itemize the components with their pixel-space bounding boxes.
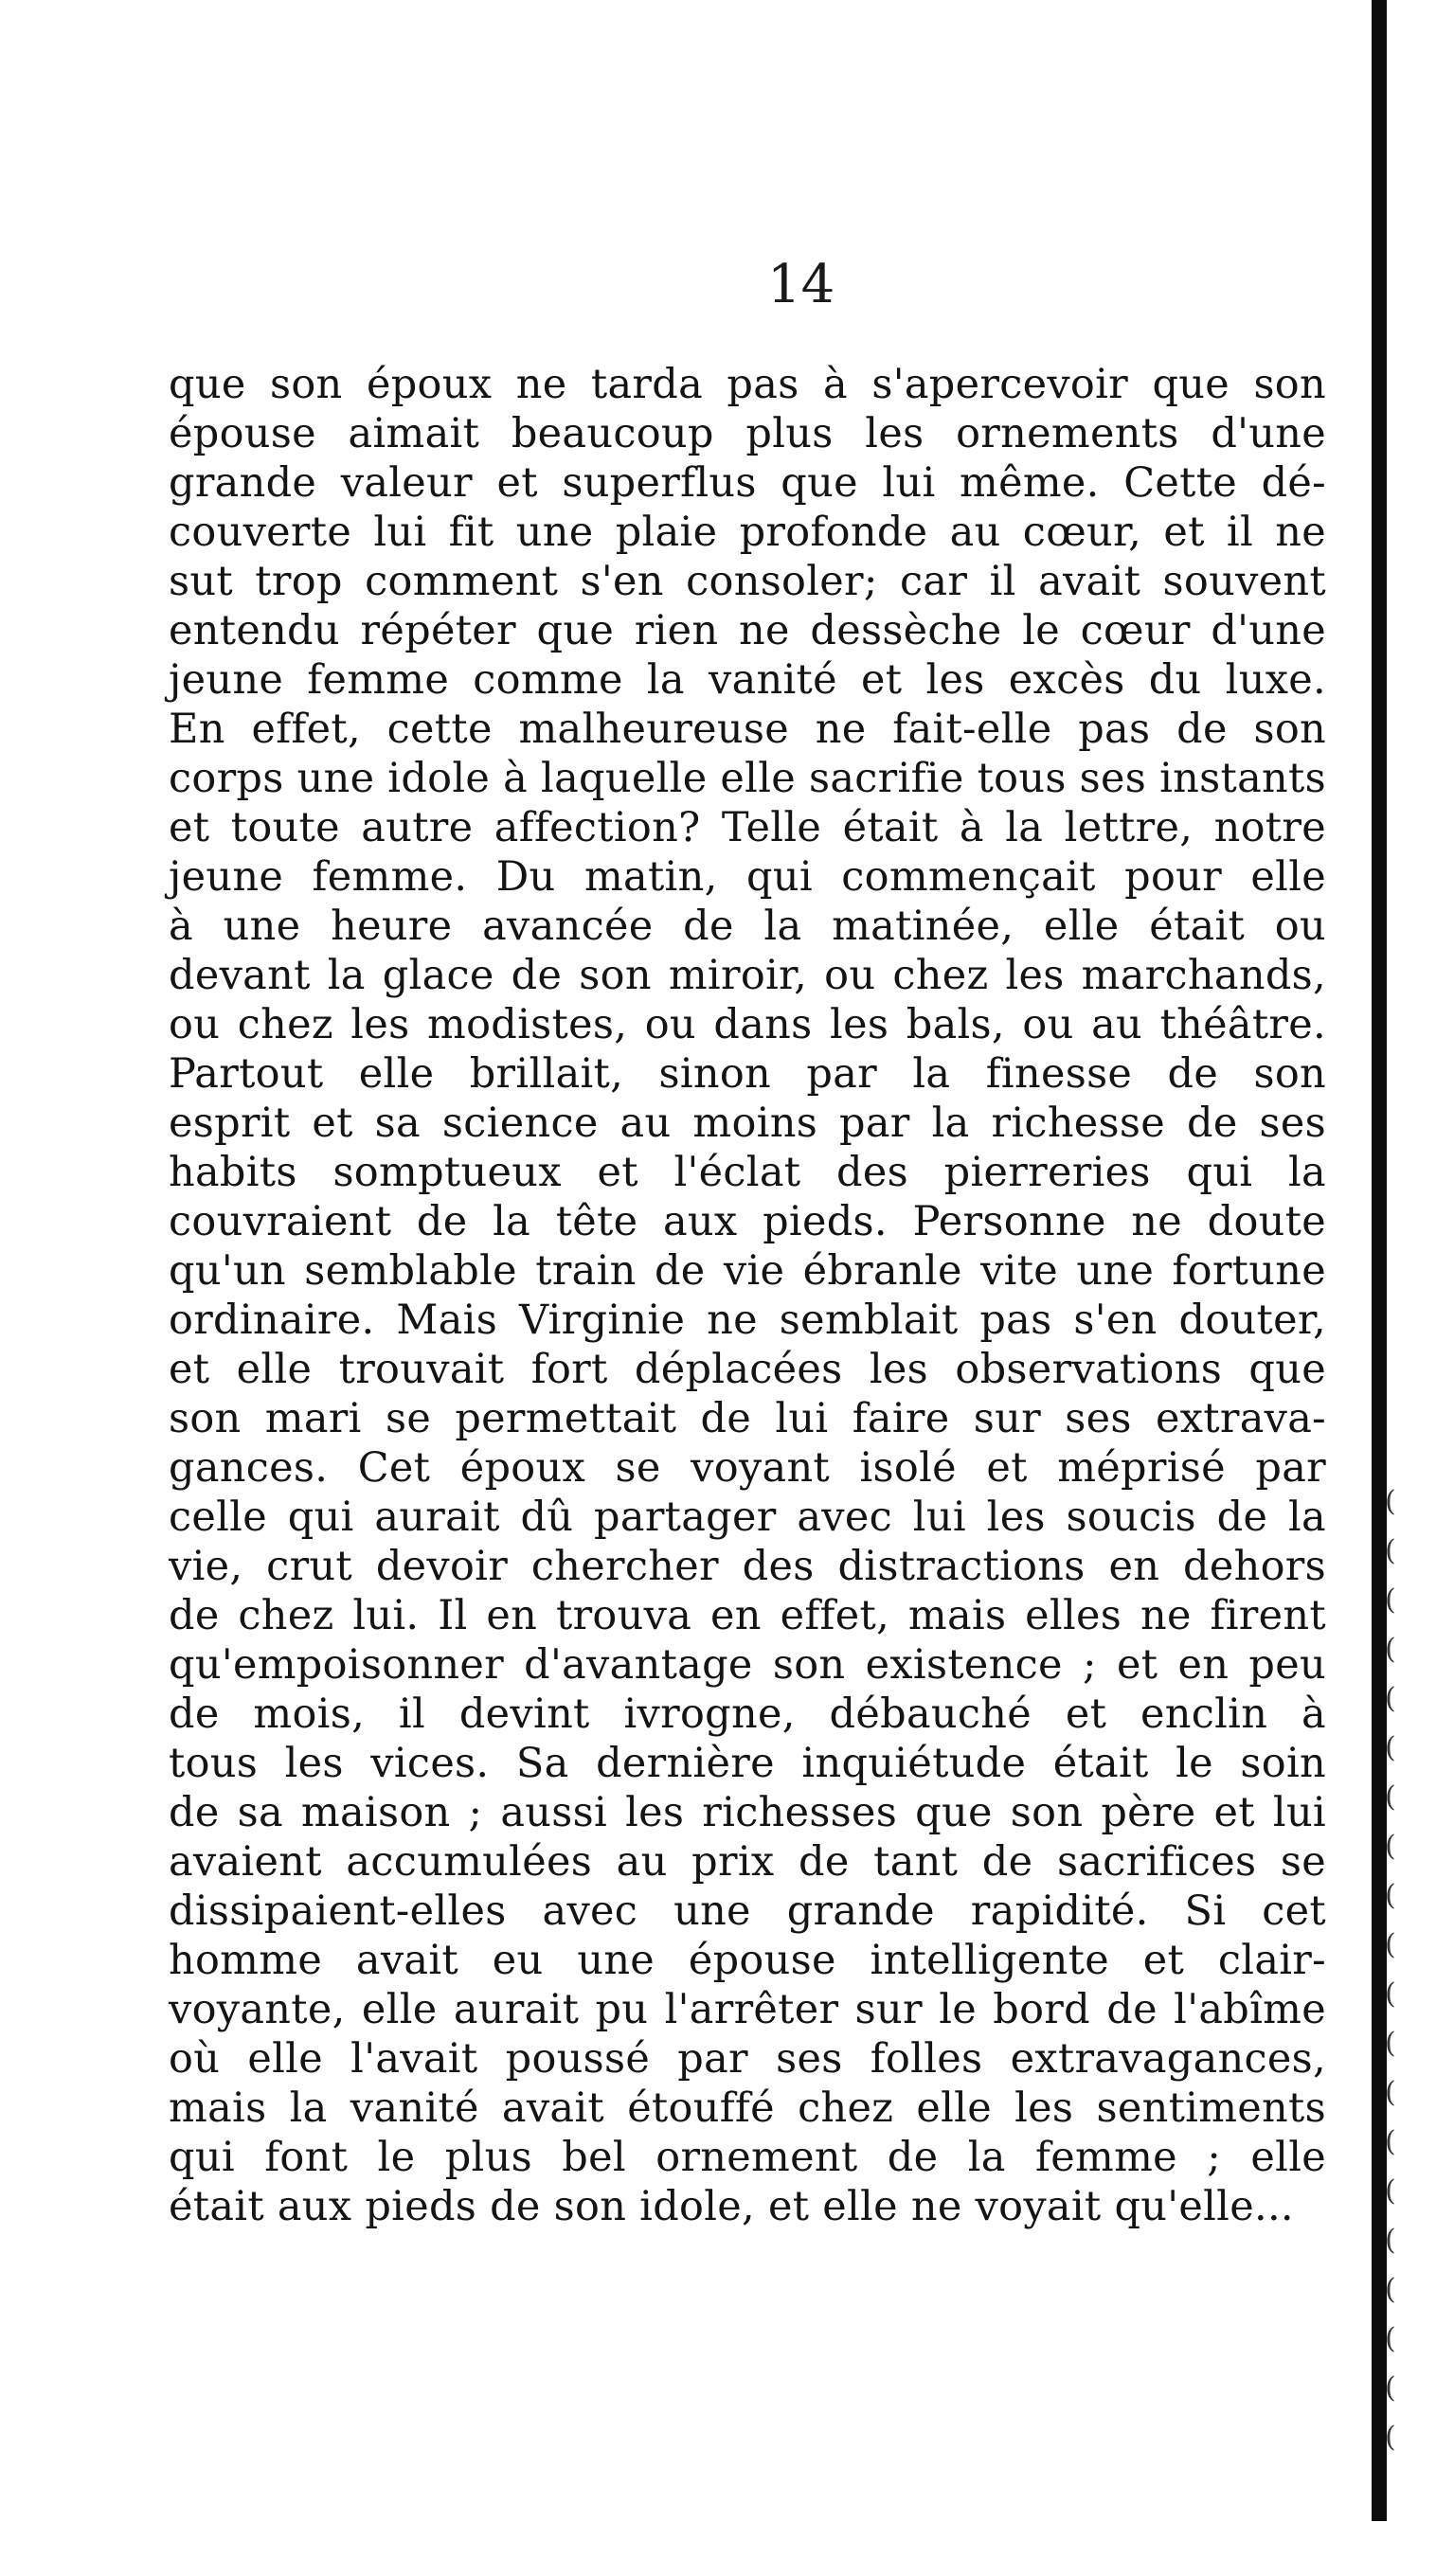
text-line: de sa maison ; aussi les richesses que son père et lui [169, 1789, 1326, 1836]
body-text [169, 360, 1326, 2231]
text-line: ou chez les modistes, ou dans les bals, ou au théâtre. [169, 1001, 1326, 1048]
margin-mark: ( [1385, 1780, 1396, 1814]
text-line: dissipaient-elles avec une grande rapidité. Si cet [169, 1887, 1326, 1935]
text-line: jeune femme comme la vanité et les excès du luxe. [169, 656, 1326, 704]
text-line: et elle trouvait fort déplacées les observations que [169, 1346, 1326, 1393]
margin-mark: ( [1385, 1633, 1396, 1666]
text-line: qu'empoisonner d'avantage son existence ; et en peu [169, 1641, 1326, 1689]
text-line: jeune femme. Du matin, qui commençait pour elle [169, 853, 1326, 901]
margin-mark: ( [1385, 1485, 1396, 1518]
text-line: qui font le plus bel ornement de la femme ; elle [169, 2134, 1326, 2181]
text-line: voyante, elle aurait pu l'arrêter sur le bord de l'abîme [169, 1986, 1326, 2033]
text-line: corps une idole à laquelle elle sacrifie tous ses instants [169, 755, 1326, 802]
text-line: était aux pieds de son idole, et elle ne voyait qu'elle... [169, 2183, 1294, 2230]
page-number: 14 [767, 254, 835, 315]
text-line: tous les vices. Sa dernière inquiétude était le soin [169, 1740, 1326, 1787]
margin-mark: ( [1385, 2273, 1396, 2306]
text-line: qu'un semblable train de vie ébranle vite une fortune [169, 1247, 1326, 1295]
margin-mark: ( [1385, 1682, 1396, 1715]
text-line: de mois, il devint ivrogne, débauché et enclin à [169, 1690, 1326, 1738]
margin-mark: ( [1385, 2371, 1396, 2405]
text-line: homme avait eu une épouse intelligente et clair- [169, 1937, 1326, 1984]
text-line: où elle l'avait poussé par ses folles extravagances, [169, 2035, 1326, 2083]
text-line: habits somptueux et l'éclat des pierreries qui la [169, 1149, 1326, 1196]
text-line: mais la vanité avait étouffé chez elle les sentiments [169, 2084, 1326, 2132]
text-line: couverte lui fit une plaie profonde au cœur, et il ne [169, 509, 1326, 556]
text-line: devant la glace de son miroir, ou chez les marchands, [169, 952, 1326, 999]
text-line: gances. Cet époux se voyant isolé et méprisé par [169, 1444, 1326, 1492]
margin-mark: ( [1385, 2174, 1396, 2208]
margin-mark: ( [1385, 2027, 1396, 2060]
margin-mark: ( [1385, 2224, 1396, 2257]
text-line: celle qui aurait dû partager avec lui les soucis de la [169, 1494, 1326, 1541]
margin-mark: ( [1385, 1879, 1396, 1912]
margin-mark: ( [1385, 2421, 1396, 2454]
text-line: à une heure avancée de la matinée, elle était ou [169, 903, 1326, 950]
margin-mark: ( [1385, 2076, 1396, 2109]
margin-mark: ( [1385, 1731, 1396, 1764]
text-line: entendu répéter que rien ne dessèche le cœur d'une [169, 607, 1326, 654]
margin-mark: ( [1385, 1830, 1396, 1863]
margin-mark: ( [1385, 1583, 1396, 1617]
text-line: avaient accumulées au prix de tant de sacrifices se [169, 1838, 1326, 1886]
text-line: En effet, cette malheureuse ne fait-elle pas de son [169, 706, 1326, 753]
margin-mark: ( [1385, 2322, 1396, 2355]
margin-mark: ( [1385, 2125, 1396, 2158]
text-line: ordinaire. Mais Virginie ne semblait pas s'en douter, [169, 1297, 1326, 1344]
text-line: vie, crut devoir chercher des distractions en dehors [169, 1543, 1326, 1590]
text-line: esprit et sa science au moins par la richesse de ses [169, 1100, 1326, 1147]
text-line: épouse aimait beaucoup plus les ornements d'une [169, 410, 1326, 457]
margin-mark: ( [1385, 1928, 1396, 1961]
margin-marks [1385, 1477, 1423, 2462]
text-line: que son époux ne tarda pas à s'apercevoir que son [169, 361, 1326, 408]
text-line: sut trop comment s'en consoler; car il avait souvent [169, 558, 1326, 605]
margin-mark: ( [1385, 1534, 1396, 1567]
text-line: de chez lui. Il en trouva en effet, mais elles ne firent [169, 1592, 1326, 1639]
text-line: et toute autre affection? Telle était à la lettre, notre [169, 804, 1326, 851]
text-line: grande valeur et superflus que lui même. Cette dé- [169, 459, 1326, 507]
text-line: son mari se permettait de lui faire sur ses extrava- [169, 1395, 1326, 1442]
margin-mark: ( [1385, 1977, 1396, 2011]
text-line: couvraient de la tête aux pieds. Personne ne doute [169, 1198, 1326, 1245]
text-line: Partout elle brillait, sinon par la finesse de son [169, 1050, 1326, 1098]
